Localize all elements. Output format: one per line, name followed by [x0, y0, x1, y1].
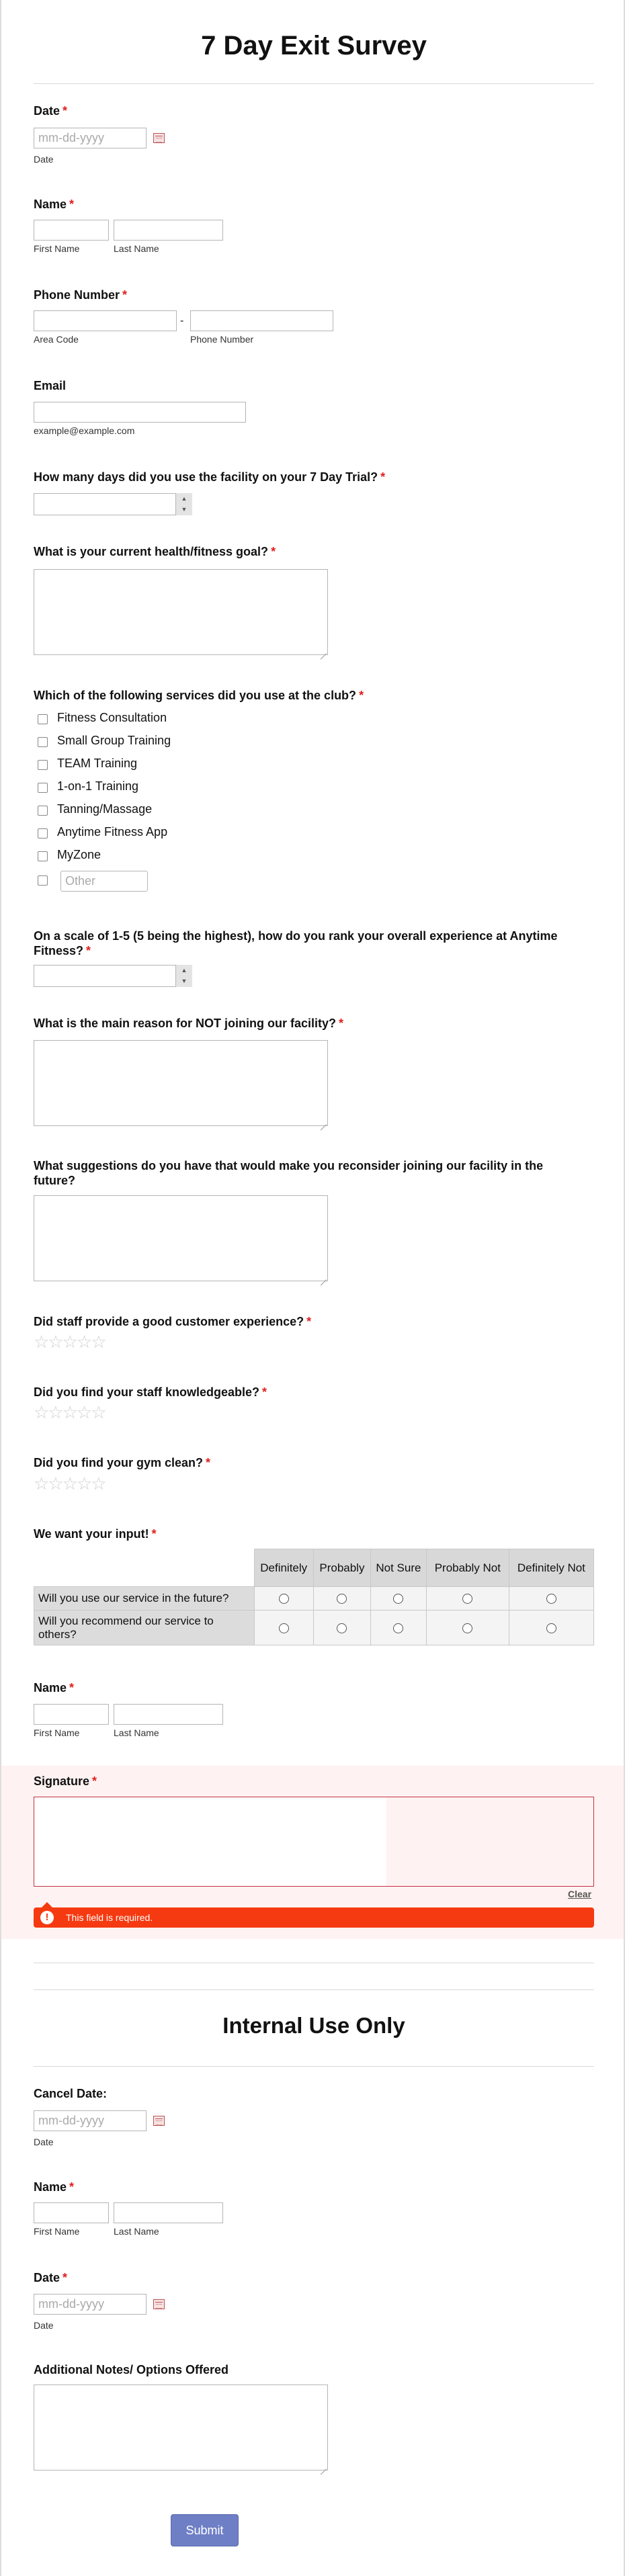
resize-grip-icon[interactable]: [319, 1117, 327, 1125]
required-mark: *: [69, 198, 75, 211]
last-name-sublabel: Last Name: [114, 243, 159, 254]
required-mark: *: [62, 2271, 68, 2284]
goal-label: What is your current health/fitness goal? *: [34, 545, 276, 558]
required-mark: *: [262, 1385, 267, 1399]
matrix-row: [34, 1587, 594, 1611]
first-name-sublabel: First Name: [34, 243, 80, 254]
required-mark: *: [306, 1315, 312, 1328]
reason-label: What is the main reason for NOT joining our facility? *: [34, 1017, 344, 1030]
last-name-input[interactable]: [114, 220, 223, 241]
first-name-sublabel: First Name: [34, 1727, 80, 1738]
matrix-corner: [34, 1549, 255, 1587]
radio-button[interactable]: [462, 1594, 472, 1604]
matrix-column-header: Definitely: [254, 1549, 313, 1587]
submit-button[interactable]: Submit: [171, 2514, 239, 2546]
signature-label: Signature *: [34, 1774, 97, 1788]
divider: [34, 83, 594, 84]
checkbox[interactable]: [38, 851, 48, 861]
input-matrix-label: We want your input! *: [34, 1527, 157, 1541]
calendar-icon[interactable]: [153, 133, 165, 143]
radio-button[interactable]: [393, 1623, 403, 1633]
required-mark: *: [69, 1681, 75, 1694]
input-matrix: [34, 1549, 594, 1645]
last-name-input[interactable]: [114, 2202, 223, 2223]
matrix-column-header: Probably Not: [426, 1549, 509, 1587]
divider: [34, 1989, 594, 1990]
first-name-input[interactable]: [34, 2202, 109, 2223]
area-code-input[interactable]: [34, 310, 177, 331]
checkbox-other[interactable]: [38, 875, 48, 886]
resize-grip-icon[interactable]: [319, 646, 327, 654]
required-mark: *: [359, 689, 364, 702]
notes-label: Additional Notes/ Options Offered: [34, 2363, 229, 2376]
name-label: Name *: [34, 2180, 75, 2194]
date-input[interactable]: [34, 2294, 147, 2315]
goal-textarea[interactable]: [34, 569, 328, 655]
matrix-column-header: Probably: [313, 1549, 370, 1587]
star-rating[interactable]: ☆☆☆☆☆: [34, 1332, 106, 1352]
matrix-column-header: Not Sure: [370, 1549, 426, 1587]
last-name-sublabel: Last Name: [114, 1727, 159, 1738]
date-label: Date *: [34, 104, 68, 118]
scale-label-line2: Fitness? *: [34, 944, 91, 957]
required-mark: *: [62, 104, 68, 118]
radio-button[interactable]: [546, 1594, 556, 1604]
staff-experience-label: Did staff provide a good customer experience? *: [34, 1315, 312, 1328]
gym-clean-label: Did you find your gym clean? *: [34, 1456, 211, 1469]
matrix-row-label: Will you recommend our service to others?: [34, 1611, 255, 1645]
reason-textarea[interactable]: [34, 1040, 328, 1126]
spinner-up-icon[interactable]: ▲: [181, 495, 188, 502]
date-sublabel: Date: [34, 154, 54, 165]
phone-separator: -: [180, 315, 184, 327]
name-label: Name *: [34, 198, 75, 211]
email-sublabel: example@example.com: [34, 425, 135, 436]
spinner-up-icon[interactable]: ▲: [181, 967, 188, 974]
error-icon: !: [40, 1911, 54, 1924]
required-mark: *: [86, 944, 91, 957]
checkbox[interactable]: [38, 806, 48, 816]
divider: [34, 2066, 594, 2067]
first-name-input[interactable]: [34, 220, 109, 241]
service-option[interactable]: TEAM Training: [57, 757, 138, 770]
service-option[interactable]: MyZone: [57, 848, 101, 861]
internal-title: Internal Use Only: [222, 2013, 405, 2038]
date-sublabel: Date: [34, 2137, 54, 2147]
matrix-column-header: Definitely Not: [509, 1549, 593, 1587]
checkbox[interactable]: [38, 760, 48, 770]
suggestions-textarea[interactable]: [34, 1195, 328, 1281]
date-label: Date *: [34, 2271, 68, 2284]
days-spinner[interactable]: [175, 493, 192, 515]
checkbox[interactable]: [38, 714, 48, 724]
required-mark: *: [122, 288, 128, 302]
last-name-sublabel: Last Name: [114, 2226, 159, 2237]
signature-pad[interactable]: [34, 1797, 594, 1887]
radio-button[interactable]: [393, 1594, 403, 1604]
star-rating[interactable]: ☆☆☆☆☆: [34, 1473, 106, 1494]
email-input[interactable]: [34, 402, 246, 423]
phone-number-sublabel: Phone Number: [190, 334, 254, 345]
calendar-icon[interactable]: [153, 2116, 165, 2126]
radio-button[interactable]: [546, 1623, 556, 1633]
spinner-down-icon[interactable]: ▼: [181, 506, 188, 513]
spinner-down-icon[interactable]: ▼: [181, 978, 188, 984]
name-label: Name *: [34, 1681, 75, 1694]
cancel-date-input[interactable]: [34, 2110, 147, 2131]
required-mark: *: [380, 470, 386, 484]
required-mark: *: [69, 2180, 75, 2194]
resize-grip-icon[interactable]: [319, 2461, 327, 2469]
form-title: 7 Day Exit Survey: [201, 31, 427, 60]
last-name-input[interactable]: [114, 1704, 223, 1725]
days-input[interactable]: [34, 493, 192, 515]
days-label: How many days did you use the facility on your 7 Day Trial? *: [34, 470, 386, 484]
suggestions-label-line1: What suggestions do you have that would make you reconsider joining our facility in the: [34, 1159, 544, 1172]
required-mark: *: [92, 1774, 97, 1788]
required-mark: *: [151, 1527, 157, 1541]
calendar-icon[interactable]: [153, 2299, 165, 2309]
services-label: Which of the following services did you use at the club? *: [34, 689, 364, 702]
clear-signature-link[interactable]: Clear: [568, 1889, 592, 1899]
matrix-row-label: Will you use our service in the future?: [34, 1587, 255, 1611]
resize-grip-icon[interactable]: [319, 1272, 327, 1280]
staff-knowledge-label: Did you find your staff knowledgeable? *: [34, 1385, 267, 1399]
matrix-row: [34, 1611, 594, 1645]
required-mark: *: [271, 545, 276, 558]
radio-button[interactable]: [337, 1623, 347, 1633]
cancel-date-label: Cancel Date:: [34, 2087, 108, 2100]
star-rating[interactable]: ☆☆☆☆☆: [34, 1402, 106, 1422]
service-option[interactable]: 1-on-1 Training: [57, 779, 139, 793]
scale-label-line1: On a scale of 1-5 (5 being the highest), how do you rank your overall experience at Anytime: [34, 929, 558, 943]
checkbox[interactable]: [38, 737, 48, 747]
notes-textarea[interactable]: [34, 2385, 328, 2471]
radio-button[interactable]: [462, 1623, 472, 1633]
date-input[interactable]: [34, 128, 147, 148]
suggestions-label-line2: future?: [34, 1174, 75, 1187]
first-name-sublabel: First Name: [34, 2226, 80, 2237]
phone-label: Phone Number *: [34, 288, 128, 302]
date-sublabel: Date: [34, 2320, 54, 2331]
scale-input[interactable]: [34, 965, 192, 987]
service-option[interactable]: Anytime Fitness App: [57, 825, 168, 839]
error-message: [34, 1907, 594, 1928]
phone-number-input[interactable]: [190, 310, 333, 331]
area-code-sublabel: Area Code: [34, 334, 79, 345]
radio-button[interactable]: [279, 1594, 289, 1604]
checkbox[interactable]: [38, 828, 48, 839]
radio-button[interactable]: [279, 1623, 289, 1633]
first-name-input[interactable]: [34, 1704, 109, 1725]
service-option[interactable]: Small Group Training: [57, 734, 171, 747]
service-option[interactable]: Tanning/Massage: [57, 802, 153, 816]
error-text: This field is required.: [66, 1912, 153, 1923]
checkbox[interactable]: [38, 783, 48, 793]
email-label: Email: [34, 379, 67, 392]
radio-button[interactable]: [337, 1594, 347, 1604]
other-input[interactable]: [60, 871, 148, 892]
error-pointer: [42, 1902, 52, 1907]
scale-spinner[interactable]: [175, 965, 192, 987]
service-option[interactable]: Fitness Consultation: [57, 711, 167, 724]
required-mark: *: [206, 1456, 211, 1469]
required-mark: *: [339, 1017, 344, 1030]
